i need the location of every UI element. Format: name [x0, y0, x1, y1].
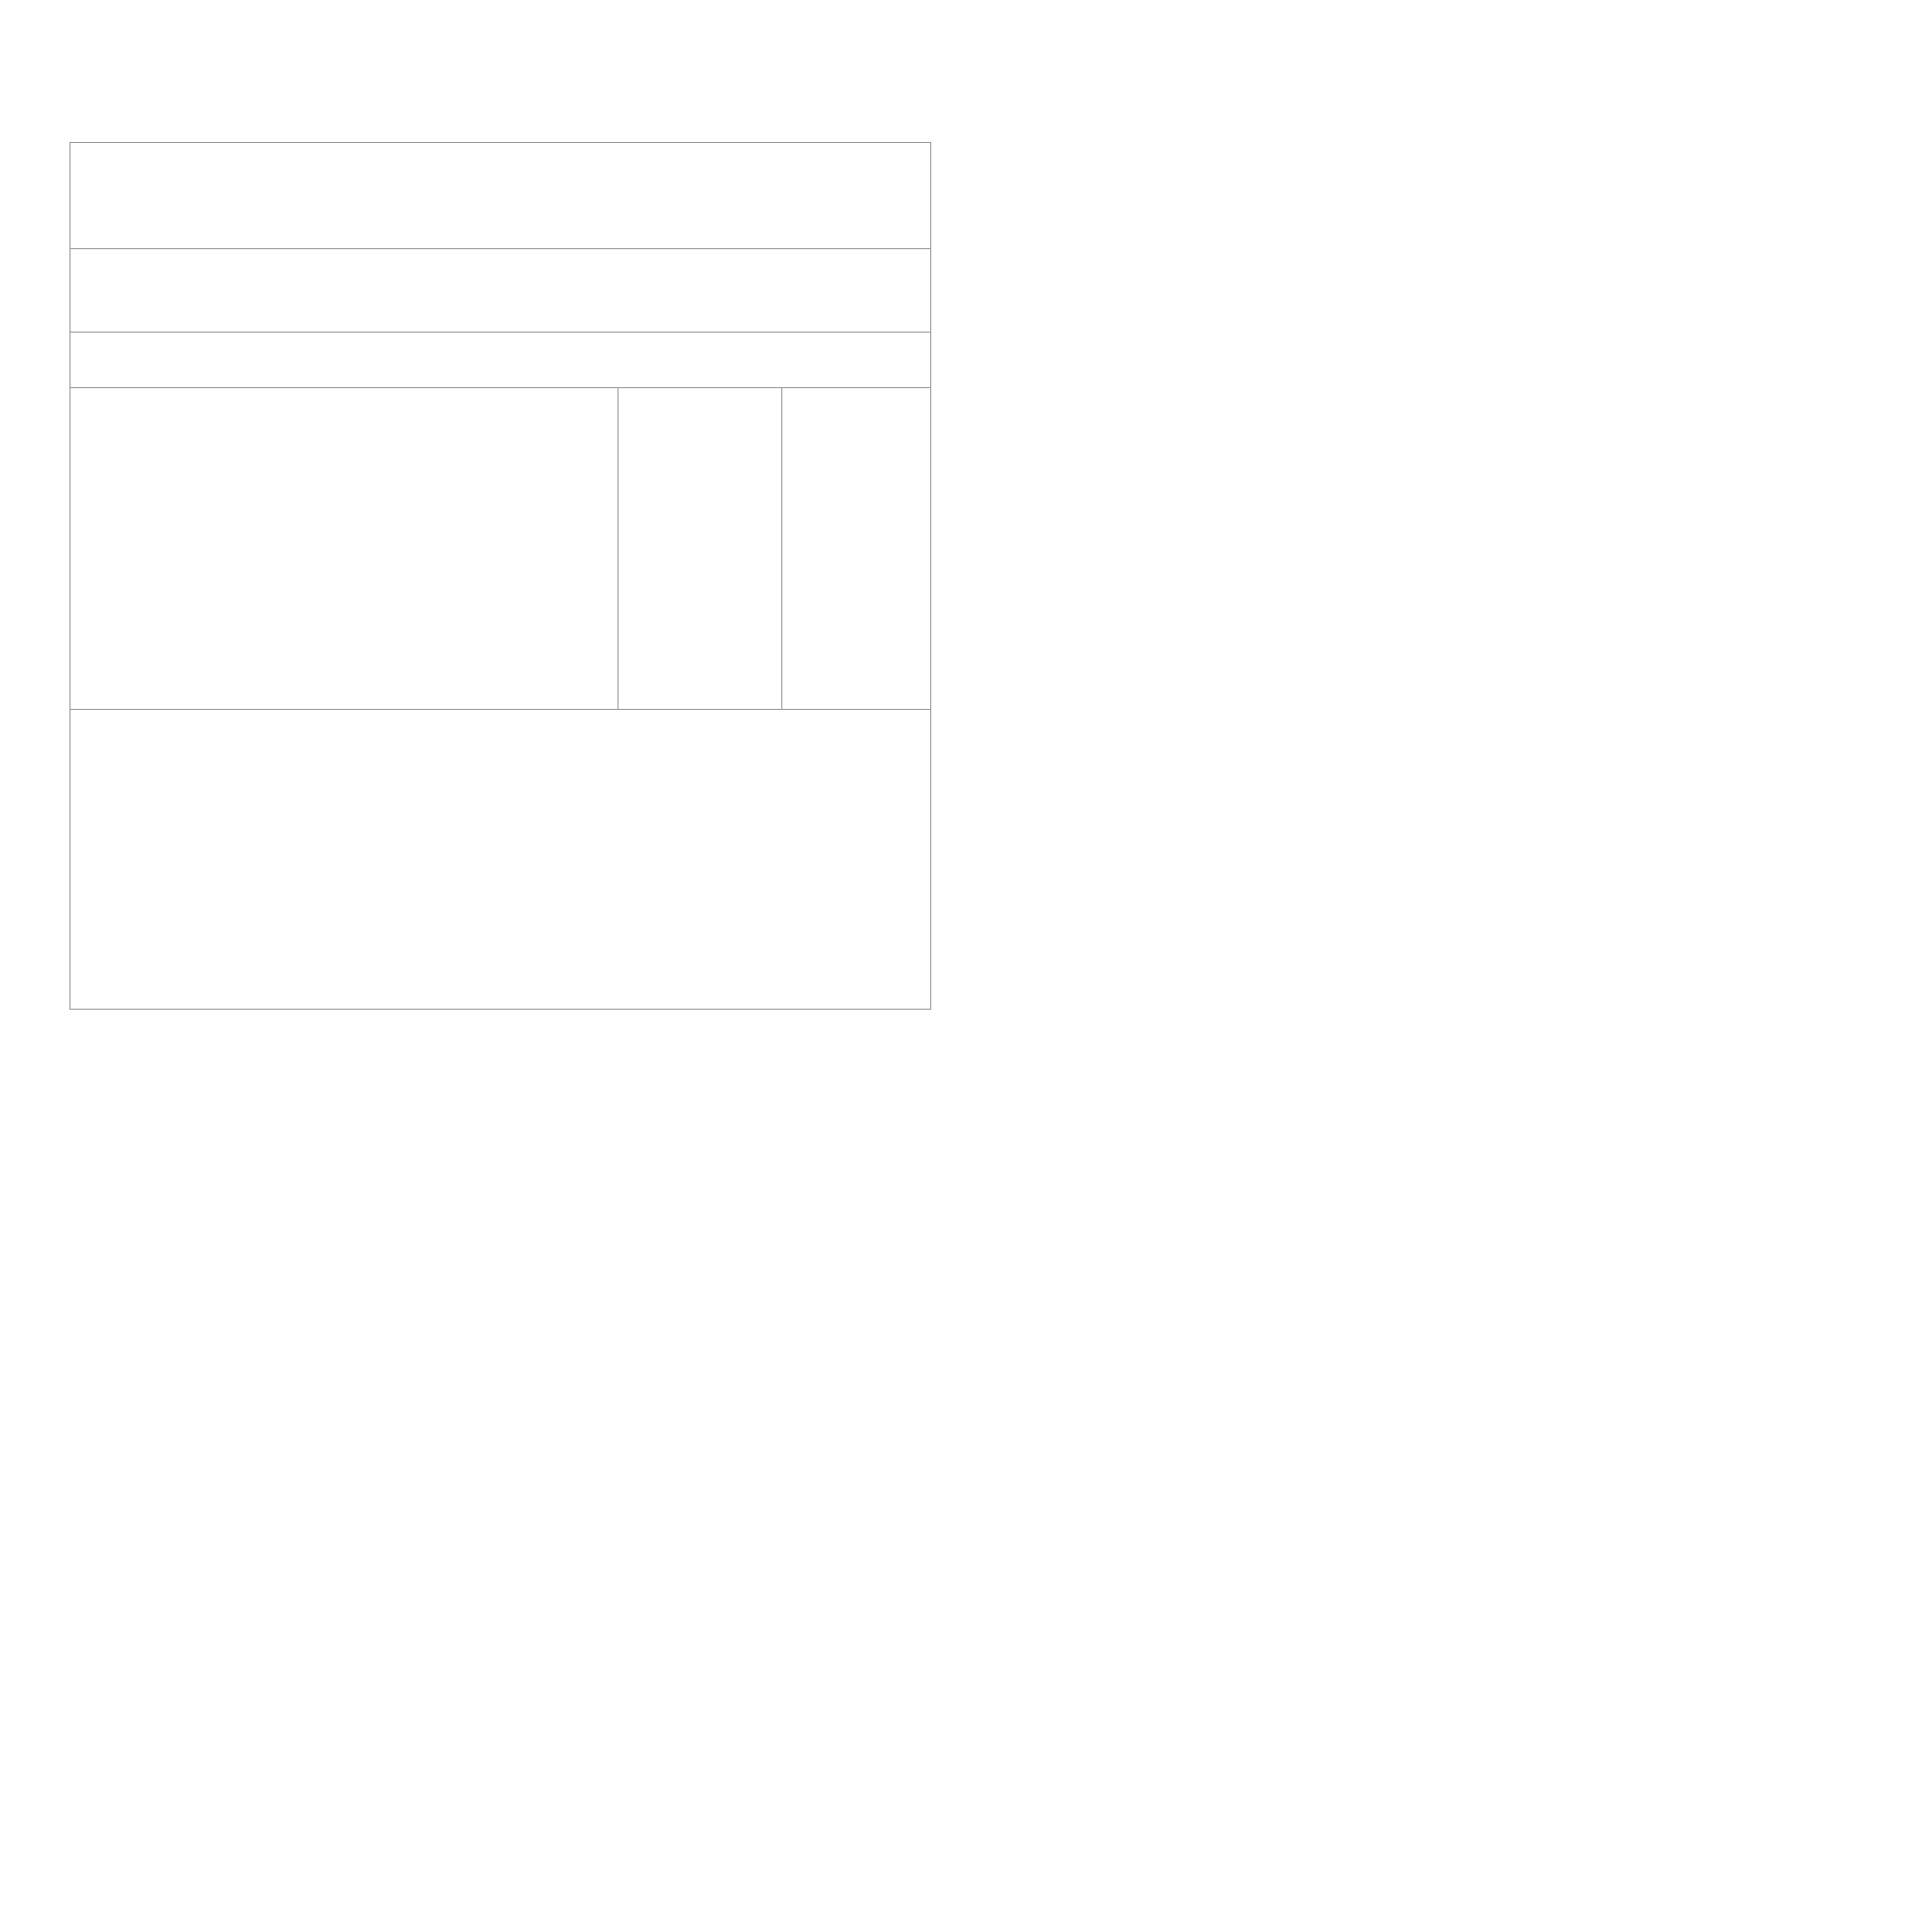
column-divider [618, 387, 619, 709]
column-divider [781, 387, 782, 709]
divider [70, 387, 930, 388]
divider [70, 248, 930, 249]
nutrition-facts-panel [69, 142, 931, 1010]
divider [70, 709, 930, 710]
divider [70, 332, 930, 333]
